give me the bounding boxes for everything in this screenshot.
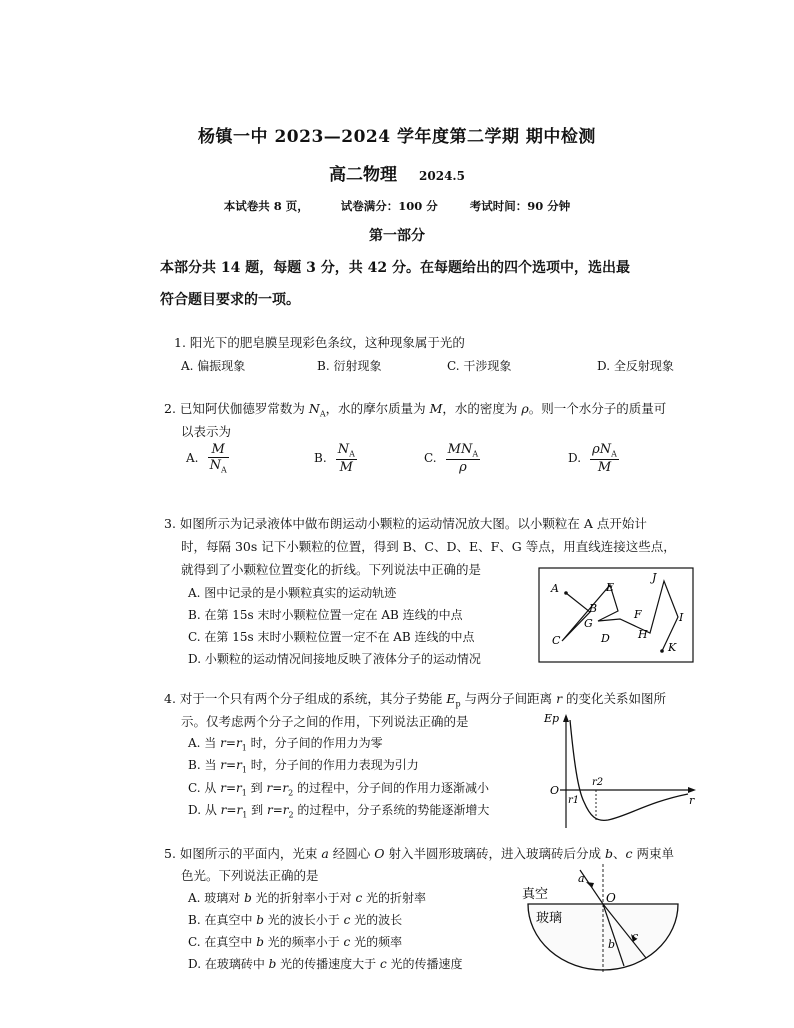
q5-option-b: B. 在真空中 b 光的波长小于 c 光的波长 [188,913,403,927]
q3-stem-line2: 时，每隔 30s 记下小颗粒的位置，得到 B、C、D、E、F、G 等点，用直线连接这些点， [181,539,676,554]
q3-stem-line3: 就得到了小颗粒位置变化的折线。下列说法中正确的是 [181,562,482,577]
fig5-beam-b-label: b [608,938,616,951]
q2-option-b-fraction: $\frac{N_A}{M}$ [337,442,355,475]
q2-option-a [186,442,229,475]
q4-option-c: C. 从 $r=r_1$ 到 $r=r_2$ 的过程中，分子间的作用力逐渐减小 [188,781,489,798]
q1-option-d: D. 全反射现象 [597,359,674,373]
fig5-beam-c-label: c [632,930,639,943]
fig4-r1-label: r1 [568,795,580,806]
q2-option-c-label: C. [424,451,437,466]
full-score: 试卷满分：100 分 [340,199,438,213]
q5-stem-line2: 色光。下列说法正确的是 [181,868,319,883]
fig3-label-j: J [652,571,657,584]
q2-option-a-label: A. [186,451,199,466]
fig3-label-b: B [589,602,598,615]
q3-option-d: D. 小颗粒的运动情况间接地反映了液体分子的运动情况 [188,652,481,666]
potential-energy-graph [538,712,698,830]
q3-option-b: B. 在第 15s 末时小颗粒位置一定在 AB 连线的中点 [188,608,463,622]
subject-line [0,160,794,185]
fig3-label-k: K [668,641,677,654]
q2-stem-line1: 2. 已知阿伏伽德罗常数为 $N_A$，水的摩尔质量为 M，水的密度为 ρ。则一个水分子的质量可 [164,401,667,419]
refraction-figure [520,862,688,974]
q2-option-a-fraction: $\frac{M}{N_A}$ [209,442,227,475]
fig4-origin-label: O [550,784,560,797]
q2-option-b [314,442,357,475]
q5-option-d: D. 在玻璃砖中 b 光的传播速度大于 c 光的传播速度 [188,957,463,971]
q5-stem-line1: 5. 如图所示的平面内，光束 a 经圆心 O 射入半圆形玻璃砖，进入玻璃砖后分成 b、c 两束单 [164,846,675,861]
brownian-motion-figure [538,567,694,663]
part-instructions: 本部分共 14 题，每题 3 分，共 42 分。在每题给出的四个选项中，选出最符合题目要求的一项。 [160,260,630,308]
fig3-label-h: H [638,628,648,641]
fig3-label-g: G [584,617,593,630]
fig3-label-a: A [551,582,559,595]
exam-title: 杨镇一中 2023—2024 学年度第二学期 期中检测 [198,127,596,147]
fig5-vacuum-label: 真空 [522,887,549,902]
q2-option-b-label: B. [314,451,327,466]
part-heading: 第一部分 [369,228,425,244]
q1-stem: 1. 阳光下的肥皂膜呈现彩色条纹，这种现象属于光的 [174,335,465,350]
q5-option-a: A. 玻璃对 b 光的折射率小于对 c 光的折射率 [188,891,427,905]
fig3-label-d: D [601,632,610,645]
q4-stem-line2: 示。仅考虑两个分子之间的作用，下列说法正确的是 [181,714,469,729]
subject-name: 高二物理 [329,165,398,185]
fig5-center-label: O [606,891,616,905]
fig3-label-e: E [606,581,615,594]
q2-option-d-fraction: $\frac{\rho N_A}{M}$ [592,442,617,475]
page-count: 本试卷共 8 页， [223,199,309,213]
fig4-r2-label: r2 [592,777,604,788]
q3-option-c: C. 在第 15s 末时小颗粒位置一定不在 AB 连线的中点 [188,630,475,644]
q3-option-a: A. 图中记录的是小颗粒真实的运动轨迹 [188,586,397,600]
q2-option-c-fraction: $\frac{MN_A}{\rho}$ [447,442,479,475]
fig5-beam-a-label: a [578,872,585,885]
q5-option-c: C. 在真空中 b 光的频率小于 c 光的频率 [188,935,403,949]
fig3-label-i: I [679,611,684,624]
q4-option-a: A. 当 $r=r_1$ 时，分子间的作用力为零 [188,736,383,753]
q1-option-c: C. 干涉现象 [447,359,512,373]
fig4-x-axis-label: r [689,794,695,807]
q2-stem-line2: 以表示为 [181,424,232,439]
q4-option-d: D. 从 $r=r_1$ 到 $r=r_2$ 的过程中，分子系统的势能逐渐增大 [188,803,490,820]
fig5-glass-label: 玻璃 [536,911,563,926]
q2-option-d [568,442,619,475]
fig3-label-c: C [552,634,561,647]
exam-time: 考试时间：90 分钟 [469,199,571,213]
q4-option-b: B. 当 $r=r_1$ 时，分子间的作用力表现为引力 [188,758,419,775]
q4-stem-line1: 4. 对于一个只有两个分子组成的系统，其分子势能 $E_p$ 与两分子间距离 r 的变化关系如图所 [164,691,667,709]
q2-option-c [424,442,480,475]
q3-stem-line1: 3. 如图所示为记录液体中做布朗运动小颗粒的运动情况放大图。以小颗粒在 A 点开始计 [164,516,647,531]
exam-info [0,198,794,214]
q2-option-d-label: D. [568,451,582,466]
exam-date: 2024.5 [419,169,465,183]
q1-option-b: B. 衍射现象 [317,359,382,373]
q1-option-a: A. 偏振现象 [181,359,246,373]
fig4-y-axis-label: Ep [544,712,560,725]
fig3-label-f: F [634,608,642,621]
